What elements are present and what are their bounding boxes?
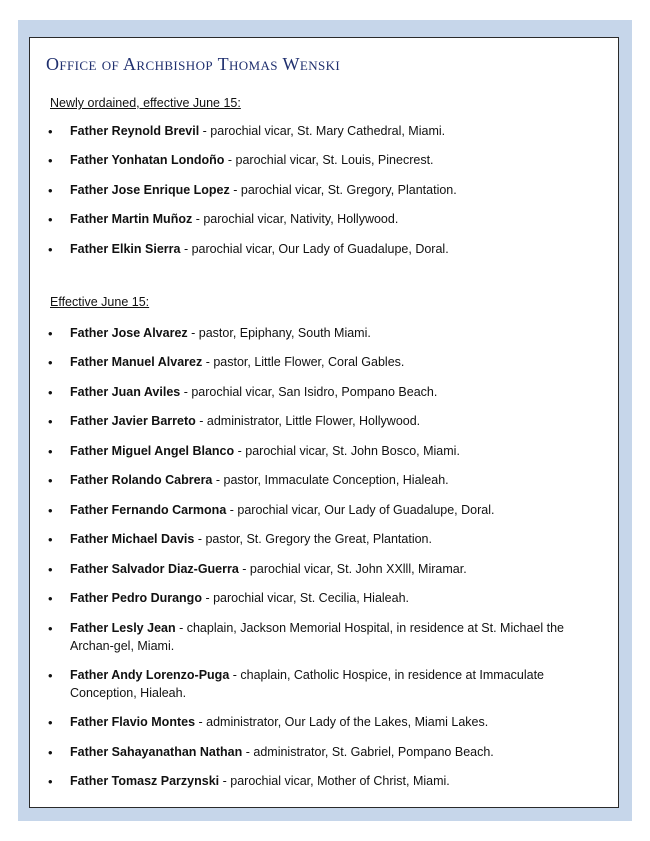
list-item [30, 667, 618, 702]
priest-name: Father Pedro Durango [70, 591, 202, 605]
section-heading-newly-ordained: Newly ordained, effective June 15: [50, 96, 241, 110]
assignment-detail: - parochial vicar, St. Cecilia, Hialeah. [201, 591, 409, 605]
list-item [30, 714, 618, 732]
bullet-icon: • [48, 183, 53, 198]
list-item [30, 182, 618, 200]
priest-name: Father Andy Lorenzo-Puga [70, 668, 230, 682]
assignment-detail: - chaplain, Catholic Hospice, in residence at Immaculate Conception, Hialeah. [70, 668, 544, 700]
assignment-detail: - parochial vicar, St. John XXlll, Miramar. [238, 562, 467, 576]
priest-name: Father Yonhatan Londoño [70, 153, 225, 167]
list-item [30, 241, 618, 259]
list-item [30, 413, 618, 431]
priest-name: Father Lesly Jean [70, 621, 176, 635]
bullet-icon: • [48, 242, 53, 257]
priest-name: Father Jose Enrique Lopez [70, 183, 230, 197]
assignment-detail: - parochial vicar, Our Lady of Guadalupe, Doral. [180, 242, 449, 256]
assignment-detail: - administrator, Our Lady of the Lakes, Miami Lakes. [195, 715, 489, 729]
bullet-icon: • [48, 355, 53, 370]
bullet-icon: • [48, 745, 53, 760]
list-item [30, 384, 618, 402]
list-item [30, 561, 618, 579]
assignment-detail: - parochial vicar, Our Lady of Guadalupe, Doral. [226, 503, 495, 517]
list-item [30, 152, 618, 170]
document-page [29, 37, 619, 808]
priest-name: Father Elkin Sierra [70, 242, 181, 256]
priest-name: Father Jose Alvarez [70, 326, 188, 340]
list-item [30, 502, 618, 520]
bullet-icon: • [48, 715, 53, 730]
priest-name: Father Miguel Angel Blanco [70, 444, 235, 458]
assignment-detail: - administrator, St. Gabriel, Pompano Beach. [242, 745, 494, 759]
list-item [30, 773, 618, 791]
assignment-detail: - parochial vicar, St. John Bosco, Miami. [234, 444, 460, 458]
bullet-icon: • [48, 414, 53, 429]
assignment-detail: - pastor, St. Gregory the Great, Plantation. [194, 532, 432, 546]
list-item [30, 354, 618, 372]
list-item [30, 325, 618, 343]
bullet-icon: • [48, 591, 53, 606]
bullet-icon: • [48, 385, 53, 400]
assignment-detail: - pastor, Immaculate Conception, Hialeah. [212, 473, 449, 487]
assignment-detail: - pastor, Epiphany, South Miami. [187, 326, 371, 340]
bullet-icon: • [48, 562, 53, 577]
priest-name: Father Reynold Brevil [70, 124, 200, 138]
priest-name: Father Salvador Diaz-Guerra [70, 562, 239, 576]
assignment-detail: - parochial vicar, Mother of Christ, Miami. [219, 774, 450, 788]
assignment-detail: - administrator, Little Flower, Hollywood. [195, 414, 421, 428]
list-item [30, 620, 618, 655]
bullet-icon: • [48, 473, 53, 488]
list-item [30, 744, 618, 762]
list-item [30, 211, 618, 229]
priest-name: Father Rolando Cabrera [70, 473, 213, 487]
list-item [30, 590, 618, 608]
list-item [30, 443, 618, 461]
priest-name: Father Sahayanathan Nathan [70, 745, 243, 759]
assignment-detail: - parochial vicar, St. Mary Cathedral, Miami. [199, 124, 446, 138]
list-item [30, 531, 618, 549]
assignment-detail: - parochial vicar, St. Louis, Pinecrest. [224, 153, 434, 167]
bullet-icon: • [48, 532, 53, 547]
priest-name: Father Javier Barreto [70, 414, 196, 428]
bullet-icon: • [48, 124, 53, 139]
bullet-icon: • [48, 621, 53, 636]
document-title: Office of Archbishop Thomas Wenski [46, 54, 341, 74]
priest-name: Father Michael Davis [70, 532, 195, 546]
list-item [30, 472, 618, 490]
priest-name: Father Fernando Carmona [70, 503, 227, 517]
assignment-detail: - parochial vicar, St. Gregory, Plantation. [229, 183, 457, 197]
priest-name: Father Martin Muñoz [70, 212, 193, 226]
assignment-detail: - chaplain, Jackson Memorial Hospital, in residence at St. Michael the Archan-gel, Miami. [70, 621, 564, 653]
assignment-detail: - pastor, Little Flower, Coral Gables. [202, 355, 405, 369]
bullet-icon: • [48, 503, 53, 518]
assignment-detail: - parochial vicar, San Isidro, Pompano Beach. [180, 385, 438, 399]
priest-name: Father Manuel Alvarez [70, 355, 203, 369]
bullet-icon: • [48, 212, 53, 227]
priest-name: Father Flavio Montes [70, 715, 196, 729]
bullet-icon: • [48, 153, 53, 168]
bullet-icon: • [48, 326, 53, 341]
bullet-icon: • [48, 444, 53, 459]
assignment-detail: - parochial vicar, Nativity, Hollywood. [192, 212, 399, 226]
priest-name: Father Tomasz Parzynski [70, 774, 220, 788]
priest-name: Father Juan Aviles [70, 385, 181, 399]
bullet-icon: • [48, 668, 53, 683]
bullet-icon: • [48, 774, 53, 789]
list-item [30, 123, 618, 141]
section-heading-effective: Effective June 15: [50, 295, 150, 309]
